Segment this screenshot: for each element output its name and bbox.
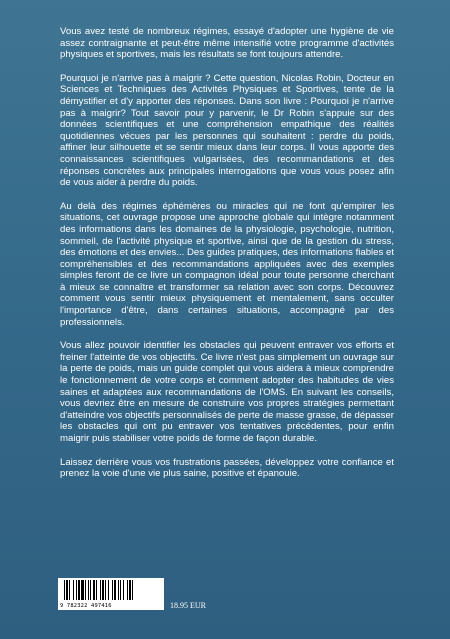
barcode-bar	[133, 580, 135, 600]
blurb-paragraph-2: Pourquoi je n'arrive pas à maigrir ? Cette question, Nicolas Robin, Docteur en Sciences et Techniques des Activités Physiques et Sportives, tente de la démystifier et d'y apporter des réponses. Dans son livre : Pourquoi je n'arrive pas à maigrir? Tout savoir pour y parvenir, le Dr Robin s'appuie sur des données scientifiques et une compréhension empathique des réalités quotidiennes vécues par les personnes qui souhaitent : perdre du poids, affiner leur silhouette et se sentir mieux dans leur corps. Il vous apporte des connaissances scientifiques vulgarisées, des recommandations et des réponses concrètes aux principales interrogations que vous vous posez afin de vous aider à perdre du poids.	[60, 72, 394, 189]
blurb-paragraph-5: Laissez derrière vous vos frustrations passées, développez votre confiance et prenez la voie d'une vie plus saine, positive et épanouie.	[60, 456, 394, 480]
barcode-price-area	[58, 578, 206, 610]
price-label: 18.95 EUR	[170, 601, 206, 610]
blurb-text	[60, 26, 394, 492]
barcode-bars	[64, 580, 160, 600]
barcode	[58, 578, 164, 610]
blurb-paragraph-4: Vous allez pouvoir identifier les obstacles qui peuvent entraver vos efforts et freiner l'atteinte de vos objectifs. Ce livre n'est pas simplement un ouvrage sur la perte de poids, mais un guide complet qui vous aidera à mieux comprendre le fonctionnement de votre corps et comment adopter des habitudes de vies saines et adaptées aux recommandations de l'OMS. En suivant les conseils, vous devriez être en mesure de construire vos propres stratégies permettant d'atteindre vos objectifs personnalisés de perte de masse grasse, de dépasser les obstacles qui ont pu entraver vos tentatives précédentes, pour enfin maigrir puis stabiliser votre poids de forme de façon durable.	[60, 340, 394, 444]
blurb-paragraph-3: Au delà des régimes éphémères ou miracles qui ne font qu'empirer les situations, cet ouvrage propose une approche globale qui intègre notamment des informations dans les domaines de la physiologie, psychologie, nutrition, sommeil, de l'activité physique et sportive, ainsi que de la gestion du stress, des émotions et des envies... Des guides pratiques, des informations fiables et compréhensibles et des recommandations appliquées avec des exemples simples feront de ce livre un compagnon idéal pour toute personne cherchant à mieux se connaître et transformer sa relation avec son corps. Découvrez comment vous sentir mieux physiquement et mentalement, sans occulter l'importance d'être, dans certaines situations, accompagné par des professionnels.	[60, 200, 394, 328]
barcode-digits: 9 782322 497416	[60, 603, 112, 609]
blurb-paragraph-1: Vous avez testé de nombreux régimes, essayé d'adopter une hygiène de vie assez contraignante et peut-être même intensifié votre programme d'activités physiques et sportives, mais les résultats se font toujours attendre.	[60, 26, 394, 61]
